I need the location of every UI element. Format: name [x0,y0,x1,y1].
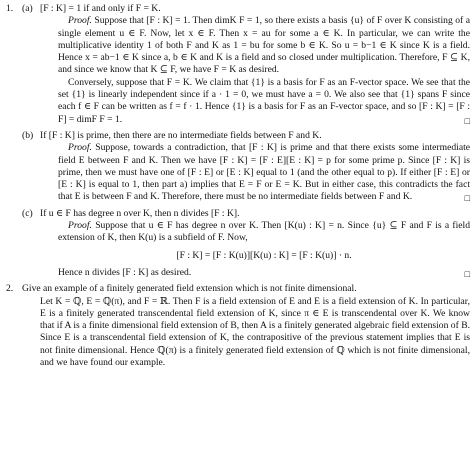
display-equation: [F : K] = [F : K(u)][K(u) : K] = [F : K(u)] · n. [176,249,352,261]
qed-icon: □ [464,268,470,279]
part-a-statement: [F : K] = 1 if and only if F = K. [40,3,161,14]
question-2 [4,283,470,369]
part-c-proof-text: Suppose that u ∈ F has degree n over K. Then [K(u) : K] = n. Since {u} ⊆ F and F is a field extension of K, then K(u) is a subfield of F. Now, [58,220,470,244]
question-2-statement: Give an example of a finitely generated field extension which is not finite dimensional. [22,283,357,295]
proof-label: Proof. [68,15,92,27]
part-c-statement: If u ∈ F has degree n over K, then n divides [F : K]. [40,207,240,219]
question-2-answer-block [22,296,470,370]
part-c-marker: (c) [22,207,33,219]
proof-label: Proof. [68,220,92,232]
part-a-proof-text: Suppose that [F : K] = 1. Then dimK F = 1, so there exists a basis {u} of F over K consisting of a single element u ∈ F. Now, let x ∈ F. Then x = au for some a ∈ K. In particular, we can write the multiplicative identity 1 of both F and K as 1 = bu for some b ∈ K. So u = b−1 ∈ K since K is a field. Hence x = ab−1 ∈ K since a, b ∈ K and K is a field and so closed under multiplication. Therefore, F ⊆ K, and since we know that K ⊆ F, we have F = K as desired. [58,15,470,76]
part-b-proof-text: Suppose, towards a contradiction, that [F : K] is prime and that there exists some intermediate field E between F and K. Then we have [F : K] = [F : E][E : K] = p for some prime p. Since [F : K] is prime, then we must have one of [F : E] or [E : K] equal to 1 (and the other equal to p). If either [F : E] or [E : K] is equal to 1, then part a) implies that E = F or E = K. But in either case, this contradicts the fact that E is between F and K. Therefore, there must be no intermediate fields between F and K. [58,142,470,203]
part-a-proof-text-2: Conversely, suppose that F = K. We claim that {1} is a basis for F as an F-vector space. We see that the set {1} is linearly independent since if a · 1 = 0, we must have a = 0. We also see that {1} spans F since each f ∈ F can be written as f = f · 1. Hence {1} is a basis for F as an F-vector space, and so [F : K] = [F : F] = dimF F = 1. [58,76,470,125]
part-c-conclusion [58,267,470,279]
question-1 [4,3,470,279]
question-2-number: 2. [6,283,14,295]
qed-icon: □ [464,115,470,126]
part-b-proof-para [58,142,470,203]
part-b-statement: If [F : K] is prime, then there are no intermediate fields between F and K. [40,129,322,141]
part-c-proof [40,220,470,279]
part-c-proof-para [58,220,470,245]
part-a-marker: (a) [22,3,33,14]
part-c [22,208,470,220]
part-a-proof [40,15,470,126]
part-b-marker: (b) [22,129,34,141]
part-a [22,3,470,15]
part-b [22,130,470,142]
document-page [4,3,470,369]
qed-icon: □ [464,193,470,204]
part-a-proof-para-1 [58,15,470,76]
part-c-conclusion-text: Hence n divides [F : K] as desired. [58,266,192,278]
question-1-number: 1. [6,3,14,14]
part-a-proof-para-2 [58,77,470,126]
part-b-proof [40,142,470,203]
question-2-answer: Let K = ℚ, E = ℚ(π), and F = ℝ. Then F is a field extension of E and E is a field extension of K. In particular, E is a finitely generated transcendental field extension of K, since π ∈ E is transcendental over K. We know that if A is a finite dimensional field extension of B, then A is a finitely generated algebraic field extension of B. Since E is a transcendental field extension of K, the contrapositive of the previous statement implies that E is not finite dimensional. Hence ℚ(π) is a finitely generated field extension of ℚ which is not finite dimensional, and we have found our example. [40,295,470,369]
proof-label: Proof. [68,142,92,154]
